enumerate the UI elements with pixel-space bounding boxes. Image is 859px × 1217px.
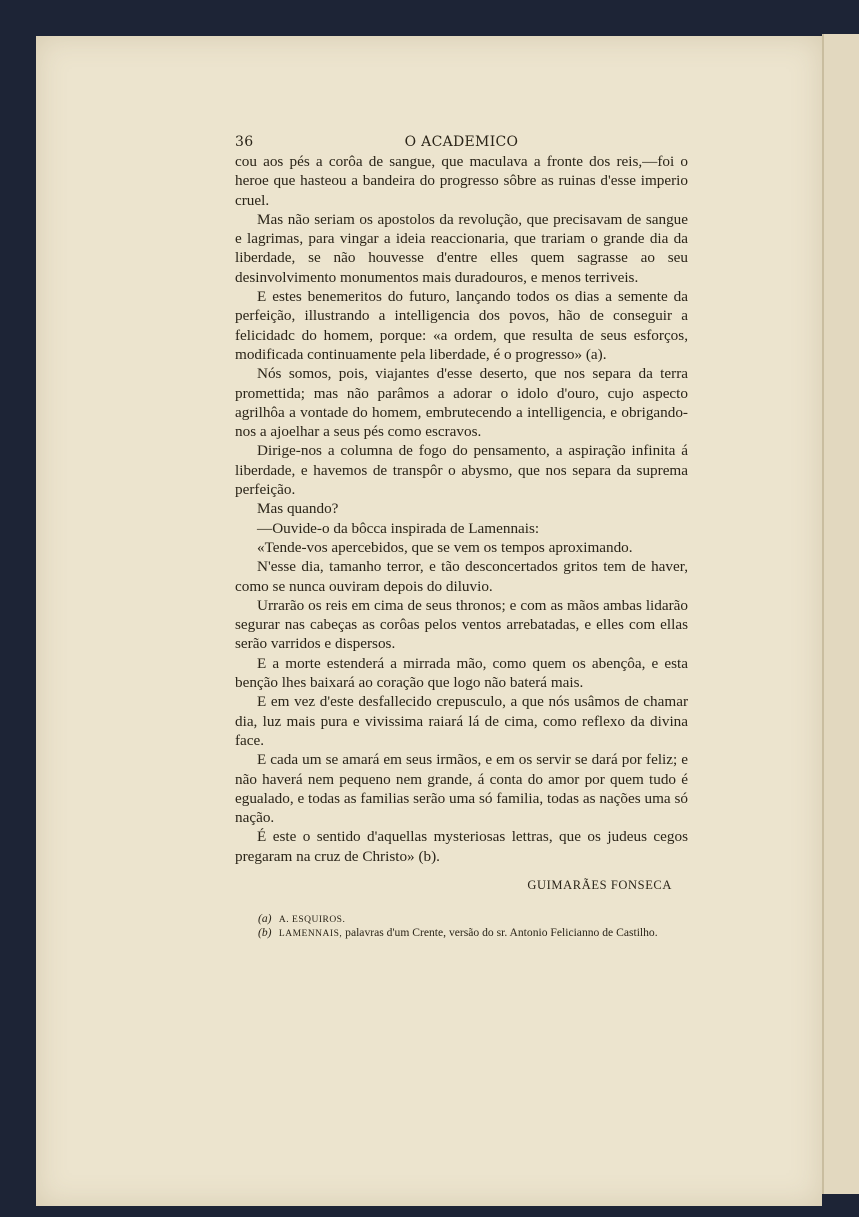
paragraph: N'esse dia, tamanho terror, e tão desconcertados gritos tem de haver, como se nunca ouviram depois do diluvio. — [235, 558, 688, 595]
paragraph: É este o sentido d'aquellas mysteriosas lettras, que os judeus cegos pregaram na cruz de Christo» (b). — [235, 828, 688, 865]
paragraph: Mas não seriam os apostolos da revolução, que precisavam de sangue e lagrimas, para vingar a ideia reaccionaria, que trariam o grande dia da liberdade, se não houvesse d'entre elles quem sagrasse ao seu desinvolvimento monumentos mais duradouros, e menos terriveis. — [235, 210, 688, 286]
footnote — [258, 913, 688, 927]
paragraph: —Ouvide-o da bôcca inspirada de Lamennais: — [257, 519, 540, 537]
running-head — [235, 130, 688, 152]
paragraph: Dirige-nos a columna de fogo do pensamento, a aspiração infinita á liberdade, e havemos de transpôr o abysmo, que nos separa da suprema perfeição. — [235, 442, 688, 499]
footnotes — [235, 913, 688, 940]
footnote-mark: (a) — [258, 911, 272, 925]
paragraph: E cada um se amará em seus irmãos, e em os servir se dará por feliz; e não haverá nem pequeno nem grande, á conta do amor por quem tudo é egualado, e todas as familias serão uma só familia, todas as nações uma só nação. — [235, 751, 688, 827]
next-page-edge — [822, 34, 859, 1194]
footnote-author: LAMENNAIS, — [278, 928, 343, 939]
paragraph: E em vez d'este desfallecido crepusculo, a que nós usâmos de chamar dia, luz mais pura e vivissima raiará lá de cima, como reflexo da divina face. — [235, 693, 688, 749]
footnote — [258, 927, 688, 941]
paragraph: Urrarão os reis em cima de seus thronos; e com as mãos ambas lidarão segurar nas cabeças as corôas pelos ventos arrebatadas, e elles com ellas serão varridos e dispersos. — [235, 596, 688, 653]
page-text-block — [235, 130, 688, 940]
paragraph-continuation: cou aos pés a corôa de sangue, que maculava a fronte dos reis,—foi o heroe que hasteou a bandeira do progresso sôbre as ruinas d'esse imperio cruel. — [235, 153, 688, 209]
footnote-author: A. ESQUIROS. — [278, 914, 346, 925]
paragraph: Nós somos, pois, viajantes d'esse deserto, que nos separa da terra promettida; mas não parâmos a adorar o idolo d'ouro, cujo aspecto agrilhôa a vontade do homem, embrutecendo a intelligencia, e obrigando-nos a ajoelhar a seus pés como escravos. — [235, 365, 688, 441]
paragraph: E a morte estenderá a mirrada mão, como quem os abençôa, e esta benção lhes baixará ao coração que logo não baterá mais. — [235, 654, 688, 692]
page-number: 36 — [235, 134, 254, 150]
footnote-mark: (b) — [258, 925, 272, 939]
paragraph: «Tende-vos apercebidos, que se vem os tempos aproximando. — [257, 538, 633, 556]
author-signature: GUIMARÃES FONSECA — [527, 877, 672, 892]
paragraph: E estes benemeritos do futuro, lançando todos os dias a semente da perfeição, illustrando a intelligencia dos povos, hão de conseguir a felicidadc do homem, porque: «a ordem, que resulta de seus esforços, modificada continuamente pela liberdade, é o progresso» (a). — [235, 288, 688, 363]
paragraph: Mas quando? — [257, 500, 339, 518]
footnote-text: palavras d'um Crente, versão do sr. Antonio Felicianno de Castilho. — [345, 925, 658, 939]
journal-title: O ACADEMICO — [404, 134, 519, 150]
